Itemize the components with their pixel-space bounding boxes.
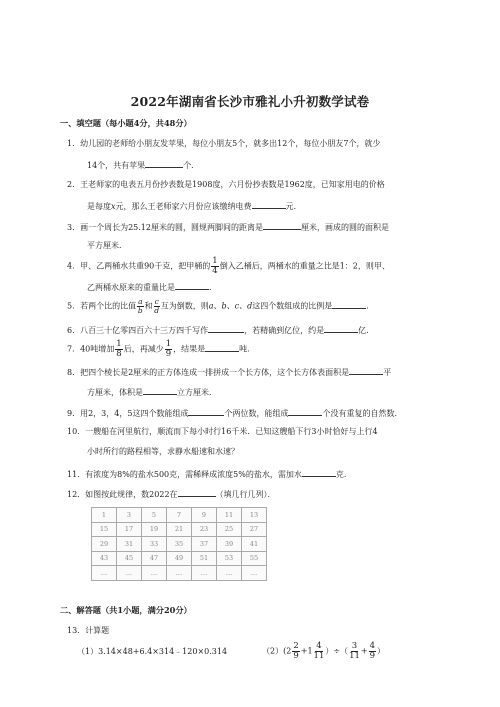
grid-cell: 53 <box>217 551 242 566</box>
grid-cell: 1 <box>92 508 117 523</box>
fraction-3-11: $\frac{3}{11}$ <box>349 641 360 661</box>
question-1-line-2: 14个，共有苹果 个． <box>87 161 200 170</box>
answer-blank[interactable] <box>143 386 177 395</box>
question-10-line-2: 小时所行的路程相等，求静水船速和水速？ <box>87 447 239 456</box>
calc-problem-2: （2）(2 $\frac{2}{9}$ +1 $\frac{4}{11}$ ）÷（ $\frac{3}{11}$ + $\frac{4}{9}$ ） <box>262 641 386 661</box>
question-10-line-1: 10．一艘船在河里航行，顺流而下每小时行16千米．已知这艘船下行3小时恰好与上行4 <box>67 427 378 436</box>
answer-blank[interactable] <box>188 407 224 416</box>
answer-blank[interactable] <box>252 200 286 209</box>
fraction-1-9: $\frac{1}{9}$ <box>165 339 172 359</box>
calc-problem-1: （1）3.14×48+6.4×314﹣120×0.314 <box>77 647 228 656</box>
fraction-2-9: $\frac{2}{9}$ <box>293 641 299 661</box>
question-4-line-1: 4．甲、乙两桶水共重90千克，把甲桶的 $\frac{1}{4}$ 倒入乙桶后，两桶水的重量之比是1：2，则甲、 <box>67 256 390 276</box>
answer-blank[interactable] <box>349 366 383 375</box>
grid-cell: 49 <box>167 551 192 566</box>
question-11: 11．有浓度为8%的盐水500克，需稀释成浓度5%的盐水，需加水 克. <box>67 470 347 479</box>
grid-cell: 45 <box>117 551 142 566</box>
grid-cell: 15 <box>92 522 117 537</box>
section-solution-heading: 二、解答题（共1小题，满分20分） <box>60 605 192 615</box>
grid-cell: … <box>167 566 192 581</box>
question-3-line-1: 3．画一个周长为25.12厘米的圆，圆规两脚间的距离是 厘米，画成的圆的面积是 <box>67 223 389 232</box>
question-9: 9．用2，3，4，5这四个数能组成 个两位数，能组成 个没有重复的自然数. <box>67 409 397 418</box>
grid-cell: … <box>142 566 167 581</box>
answer-blank[interactable] <box>332 300 366 309</box>
fraction-1-4: $\frac{1}{4}$ <box>212 256 218 276</box>
fraction-4-9: $\frac{4}{9}$ <box>369 641 376 661</box>
answer-blank[interactable] <box>288 407 322 416</box>
question-2-line-1: 2．王老师家的电表五月份抄表数是1908度，六月份抄表数是1962度，已知家用电的价格 <box>67 180 385 189</box>
question-1-line-1: 1．幼儿园的老师给小朋友发苹果，每位小朋友5个，就多出12个，每位小朋友7个，就少 <box>67 139 381 148</box>
grid-cell: 23 <box>192 522 217 537</box>
question-8-line-2: 方厘米，体积是 立方厘米． <box>87 388 217 397</box>
grid-cell: 13 <box>242 508 267 523</box>
answer-blank[interactable] <box>175 281 209 290</box>
grid-row <box>92 508 267 523</box>
grid-cell: 29 <box>92 537 117 552</box>
fraction-4-11: $\frac{4}{11}$ <box>313 641 325 661</box>
grid-cell: … <box>242 566 267 581</box>
question-2-line-2: 是每度x元，那么王老师家六月份应该缴纳电费 元. <box>87 202 297 211</box>
grid-cell: 7 <box>167 508 192 523</box>
grid-cell: 5 <box>142 508 167 523</box>
answer-blank[interactable] <box>145 159 183 168</box>
grid-cell: … <box>192 566 217 581</box>
grid-cell: 21 <box>167 522 192 537</box>
question-5: 5．若两个比的比值 $\frac{a}{b}$ 和 $\frac{c}{d}$ 互为倒数，则a、b、c、d这四个数组成的比例是 ． <box>67 297 375 315</box>
grid-cell: 47 <box>142 551 167 566</box>
grid-cell: … <box>217 566 242 581</box>
grid-cell: 51 <box>192 551 217 566</box>
grid-cell: 33 <box>142 537 167 552</box>
grid-cell: 37 <box>192 537 217 552</box>
question-3-line-2: 平方厘米． <box>87 241 127 250</box>
grid-cell: 35 <box>167 537 192 552</box>
question-13: 13．计算题 <box>67 626 110 635</box>
grid-cell: … <box>117 566 142 581</box>
fraction-c-d: $\frac{c}{d}$ <box>154 297 160 315</box>
grid-row <box>92 522 267 537</box>
grid-row <box>92 537 267 552</box>
grid-cell: 41 <box>242 537 267 552</box>
answer-blank[interactable] <box>178 488 216 497</box>
grid-cell: 55 <box>242 551 267 566</box>
grid-row <box>92 551 267 566</box>
answer-blank[interactable] <box>324 324 358 333</box>
grid-cell: 31 <box>117 537 142 552</box>
grid-cell: 25 <box>217 522 242 537</box>
grid-cell: 39 <box>217 537 242 552</box>
grid-cell: 3 <box>117 508 142 523</box>
answer-blank[interactable] <box>263 221 301 230</box>
grid-cell: 9 <box>192 508 217 523</box>
grid-cell: … <box>92 566 117 581</box>
fraction-1-8: $\frac{1}{8}$ <box>116 339 122 359</box>
question-6: 6．八百三十亿零四百六十三万四千写作 ，若精确到亿位，约是 亿. <box>67 326 369 335</box>
grid-cell: 43 <box>92 551 117 566</box>
number-pattern-grid <box>91 507 267 581</box>
section-fill-blank-heading: 一、填空题（每小题4分，共48分） <box>60 118 192 128</box>
question-12: 12．如图按此规律，数2022在 （填几行几列）． <box>67 490 276 499</box>
answer-blank[interactable] <box>205 343 239 352</box>
fraction-a-b: $\frac{a}{b}$ <box>137 297 143 315</box>
grid-cell: 19 <box>142 522 167 537</box>
question-7: 7．40吨增加 $\frac{1}{8}$ 后，再减少 $\frac{1}{9}$ ，结果是 吨. <box>67 339 250 359</box>
question-8-line-1: 8．把四个棱长是2厘米的正方体连成一排拼成一个长方体，这个长方体表面积是 平 <box>67 368 392 377</box>
exam-title: 2022年湖南省长沙市雅礼小升初数学试卷 <box>130 94 370 109</box>
question-4-line-2: 乙两桶水原来的重量比是 ． <box>87 283 217 292</box>
grid-cell: 11 <box>217 508 242 523</box>
grid-row <box>92 566 267 581</box>
grid-cell: 17 <box>117 522 142 537</box>
answer-blank[interactable] <box>208 324 244 333</box>
grid-cell: 27 <box>242 522 267 537</box>
answer-blank[interactable] <box>302 468 336 477</box>
